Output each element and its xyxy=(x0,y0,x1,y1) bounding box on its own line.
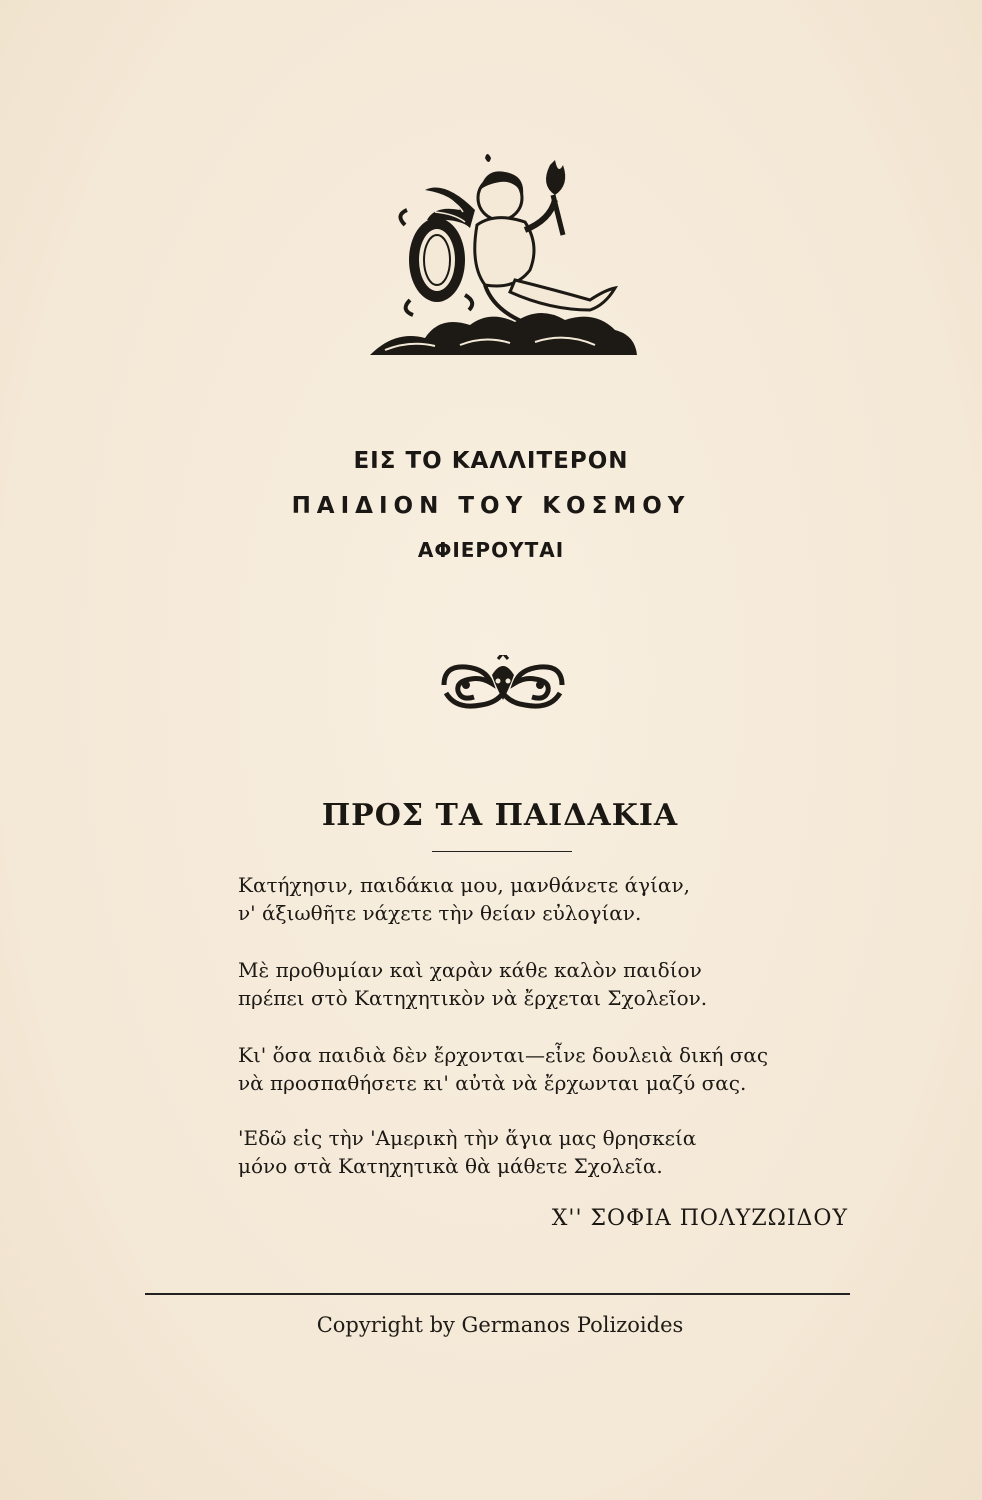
poem-line: ν' άξιωθῆτε νάχετε τὴν θείαν εὐλογίαν. xyxy=(238,901,642,925)
poem-line: Μὲ προθυμίαν καὶ χαρὰν κάθε καλὸν παιδίον xyxy=(238,958,702,982)
poem-stanza-1 xyxy=(238,871,838,927)
poem-line: νὰ προσπαθήσετε κι' αὐτὰ νὰ ἔρχωνται μαζύ σας. xyxy=(238,1071,747,1095)
poem-line: Κατήχησιν, παιδάκια μου, μανθάνετε άγίαν, xyxy=(238,873,690,897)
poem-line: πρέπει στὸ Κατηχητικὸν νὰ ἔρχεται Σχολεῖον. xyxy=(238,986,708,1010)
poem-line: 'Εδῶ εἰς τὴν 'Αμερικὴ τὴν ἅγια μας θρησκεία xyxy=(238,1126,697,1150)
dedication-line-2: ΠΑΙΔΙΟΝ ΤΟΥ ΚΟΣΜΟΥ xyxy=(291,493,691,519)
footer-divider xyxy=(145,1293,850,1295)
poem-line: μόνο στὰ Κατηχητικὰ θὰ μάθετε Σχολεῖα. xyxy=(238,1154,663,1178)
scroll-ornament-icon xyxy=(436,655,570,717)
poem-line: Κι' ὅσα παιδιὰ δὲν ἔρχονται—εἶνε δουλειὰ δική σας xyxy=(238,1043,769,1067)
dedication-line-1: ΕΙΣ ΤΟ ΚΑΛΛΙΤΕΡΟΝ xyxy=(353,448,629,474)
copyright-notice: Copyright by Germanos Polizoides xyxy=(316,1313,684,1337)
poem-stanza-3 xyxy=(238,1041,838,1097)
title-divider xyxy=(432,851,572,852)
poem-stanza-4 xyxy=(238,1124,838,1180)
poem-title: ΠΡΟΣ ΤΑ ΠΑΙΔΑΚΙΑ xyxy=(321,798,679,833)
dedication-line-3: ΑΦΙΕΡΟΥΤΑΙ xyxy=(417,538,565,562)
poem-author: Χ'' ΣΟΦΙΑ ΠΟΛΥΖΩΙΔΟΥ xyxy=(551,1206,848,1231)
poem-stanza-2 xyxy=(238,956,838,1012)
cherub-emblem-icon xyxy=(365,150,640,360)
